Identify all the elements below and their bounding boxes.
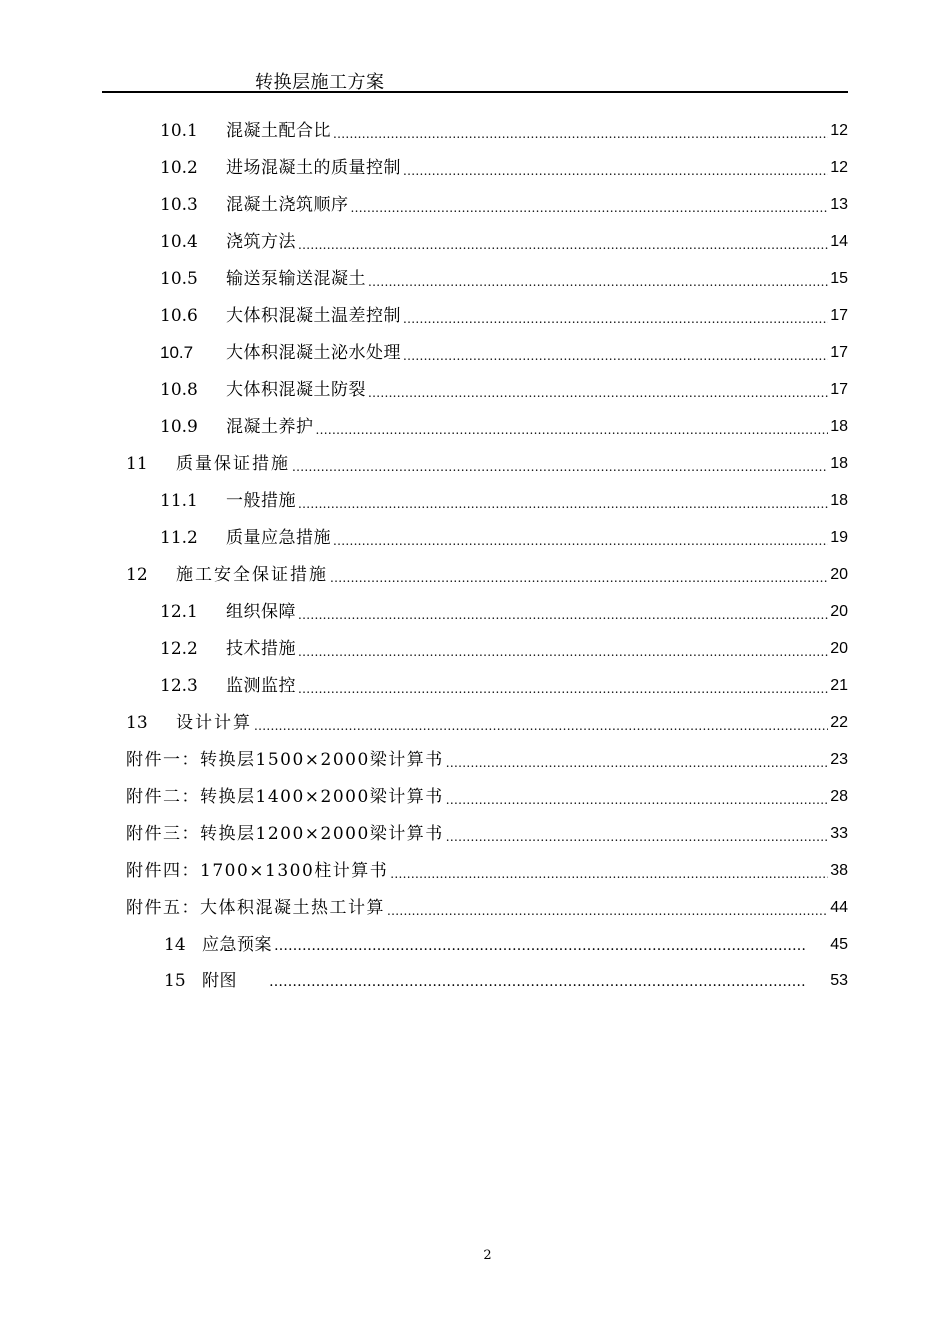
toc-leader-dots bbox=[333, 120, 828, 142]
toc-entry-title: 组织保障 bbox=[226, 602, 296, 622]
toc-entry[interactable] bbox=[126, 817, 848, 845]
toc-entry-title: 进场混凝土的质量控制 bbox=[226, 158, 401, 178]
toc-leader-dots bbox=[403, 157, 828, 179]
toc-leader-dots bbox=[351, 194, 829, 216]
toc-entry-page: 19 bbox=[830, 529, 848, 546]
toc-leader-dots bbox=[446, 786, 828, 808]
toc-entry-title: 设计计算 bbox=[176, 713, 252, 733]
toc-entry-number: 12 bbox=[126, 565, 148, 585]
toc-entry-number: 10.8 bbox=[160, 380, 198, 400]
toc-entry-page: 15 bbox=[830, 270, 848, 287]
page-number: 2 bbox=[483, 1248, 492, 1263]
toc-entry[interactable] bbox=[164, 964, 848, 992]
toc-entry-page: 20 bbox=[830, 603, 848, 620]
toc-entry[interactable] bbox=[160, 632, 848, 660]
toc-entry-title: 附图 bbox=[202, 971, 237, 991]
toc-entry-page: 14 bbox=[830, 233, 848, 250]
toc-entry[interactable] bbox=[126, 706, 848, 734]
toc-entry-title: 输送泵输送混凝土 bbox=[226, 269, 366, 289]
toc-entry-title: 附件一：转换层1500×2000梁计算书 bbox=[126, 750, 444, 770]
toc-entry[interactable] bbox=[160, 521, 848, 549]
toc-entry-title: 施工安全保证措施 bbox=[176, 565, 328, 585]
toc-entry-title: 混凝土浇筑顺序 bbox=[226, 195, 349, 215]
toc-leader-dots bbox=[292, 453, 828, 475]
toc-entry[interactable] bbox=[160, 114, 848, 142]
toc-entry-page: 17 bbox=[830, 344, 848, 361]
toc-leader-dots bbox=[403, 305, 828, 327]
toc-leader-dots bbox=[368, 379, 828, 401]
toc-entry[interactable] bbox=[160, 151, 848, 179]
toc-entry[interactable] bbox=[160, 188, 848, 216]
toc-entry-page: 20 bbox=[830, 566, 848, 583]
page-header-title: 转换层施工方案 bbox=[255, 72, 385, 93]
toc-entry-page: 53 bbox=[830, 972, 848, 989]
toc-leader-dots bbox=[298, 675, 828, 697]
toc-entry[interactable] bbox=[126, 743, 848, 771]
toc-leader-dots bbox=[298, 231, 828, 253]
toc-entry-page: 13 bbox=[830, 196, 848, 213]
toc-entry[interactable] bbox=[160, 484, 848, 512]
toc-leader-dots bbox=[446, 749, 828, 771]
toc-leader-dots bbox=[254, 712, 828, 734]
toc-entry[interactable] bbox=[126, 891, 848, 919]
toc-leader-dots bbox=[298, 638, 828, 660]
toc-leader-dots bbox=[446, 823, 828, 845]
toc-entry-title: 技术措施 bbox=[226, 639, 296, 659]
toc-entry-title: 附件二：转换层1400×2000梁计算书 bbox=[126, 787, 444, 807]
toc-entry-page: 21 bbox=[830, 677, 848, 694]
toc-entry[interactable] bbox=[160, 373, 848, 401]
toc-leader-dots bbox=[298, 601, 828, 623]
toc-entry-number: 10.5 bbox=[160, 269, 198, 289]
toc-entry[interactable] bbox=[126, 854, 848, 882]
toc-entry[interactable] bbox=[160, 595, 848, 623]
toc-entry-page: 20 bbox=[830, 640, 848, 657]
toc-entry-number: 10.2 bbox=[160, 158, 198, 178]
toc-entry-number: 13 bbox=[126, 713, 148, 733]
toc-leader-dots bbox=[269, 970, 806, 992]
toc-entry-number: 10.6 bbox=[160, 306, 198, 326]
toc-entry-page: 44 bbox=[830, 899, 848, 916]
toc-entry-title: 一般措施 bbox=[226, 491, 296, 511]
toc-entry-title: 附件四：1700×1300柱计算书 bbox=[126, 861, 389, 881]
toc-entry-page: 45 bbox=[830, 936, 848, 953]
toc-entry[interactable] bbox=[160, 262, 848, 290]
toc-entry[interactable] bbox=[126, 780, 848, 808]
toc-entry-title: 附件五：大体积混凝土热工计算 bbox=[126, 898, 385, 918]
toc-entry-title: 应急预案 bbox=[202, 935, 272, 955]
toc-leader-dots bbox=[403, 342, 828, 364]
toc-leader-dots bbox=[390, 860, 828, 882]
toc-entry-page: 12 bbox=[830, 122, 848, 139]
toc-entry-page: 28 bbox=[830, 788, 848, 805]
toc-entry[interactable] bbox=[160, 669, 848, 697]
toc-entry-page: 22 bbox=[830, 714, 848, 731]
toc-entry-title: 质量保证措施 bbox=[176, 454, 290, 474]
toc-entry[interactable] bbox=[160, 299, 848, 327]
toc-entry[interactable] bbox=[160, 225, 848, 253]
toc-leader-dots bbox=[333, 527, 828, 549]
toc-entry-title: 监测监控 bbox=[226, 676, 296, 696]
toc-entry-page: 12 bbox=[830, 159, 848, 176]
toc-entry-title: 浇筑方法 bbox=[226, 232, 296, 252]
toc-entry-page: 17 bbox=[830, 307, 848, 324]
toc-entry-number: 10.3 bbox=[160, 195, 198, 215]
toc-entry-title: 混凝土养护 bbox=[226, 417, 314, 437]
toc-entry[interactable] bbox=[126, 558, 848, 586]
toc-entry-page: 33 bbox=[830, 825, 848, 842]
toc-entry-number: 10.9 bbox=[160, 417, 198, 437]
toc-entry-number: 11.1 bbox=[160, 491, 198, 511]
toc-entry-number: 11.2 bbox=[160, 528, 198, 548]
toc-entry-title: 大体积混凝土温差控制 bbox=[226, 306, 401, 326]
toc-entry-title: 大体积混凝土防裂 bbox=[226, 380, 366, 400]
toc-entry-page: 18 bbox=[830, 418, 848, 435]
toc-entry[interactable] bbox=[126, 447, 848, 475]
toc-entry-number: 10.4 bbox=[160, 232, 198, 252]
toc-leader-dots bbox=[387, 897, 828, 919]
toc-entry-page: 23 bbox=[830, 751, 848, 768]
toc-entry-number: 10.1 bbox=[160, 121, 198, 141]
toc-entry[interactable] bbox=[160, 410, 848, 438]
toc-entry-number: 12.1 bbox=[160, 602, 198, 622]
toc-entry-number: 12.3 bbox=[160, 676, 198, 696]
toc-entry-page: 18 bbox=[830, 455, 848, 472]
toc-leader-dots bbox=[316, 416, 829, 438]
toc-entry-number: 10.7 bbox=[160, 343, 194, 362]
toc-leader-dots bbox=[330, 564, 828, 586]
toc-entry-number: 15 bbox=[164, 971, 186, 991]
toc-entry-number: 14 bbox=[164, 935, 186, 955]
toc-entry[interactable] bbox=[160, 336, 848, 364]
toc-entry-title: 附件三：转换层1200×2000梁计算书 bbox=[126, 824, 444, 844]
toc-entry-number: 12.2 bbox=[160, 639, 198, 659]
toc-leader-dots bbox=[274, 934, 806, 956]
toc-leader-dots bbox=[368, 268, 828, 290]
toc-entry-title: 大体积混凝土泌水处理 bbox=[226, 343, 401, 363]
toc-entry-page: 38 bbox=[830, 862, 848, 879]
toc-entry-number: 11 bbox=[126, 454, 148, 474]
toc-entry-page: 18 bbox=[830, 492, 848, 509]
toc-entry-title: 混凝土配合比 bbox=[226, 121, 331, 141]
toc-leader-dots bbox=[298, 490, 828, 512]
toc-entry-title: 质量应急措施 bbox=[226, 528, 331, 548]
toc-entry[interactable] bbox=[164, 928, 848, 956]
toc-entry-page: 17 bbox=[830, 381, 848, 398]
header-divider bbox=[102, 91, 848, 93]
